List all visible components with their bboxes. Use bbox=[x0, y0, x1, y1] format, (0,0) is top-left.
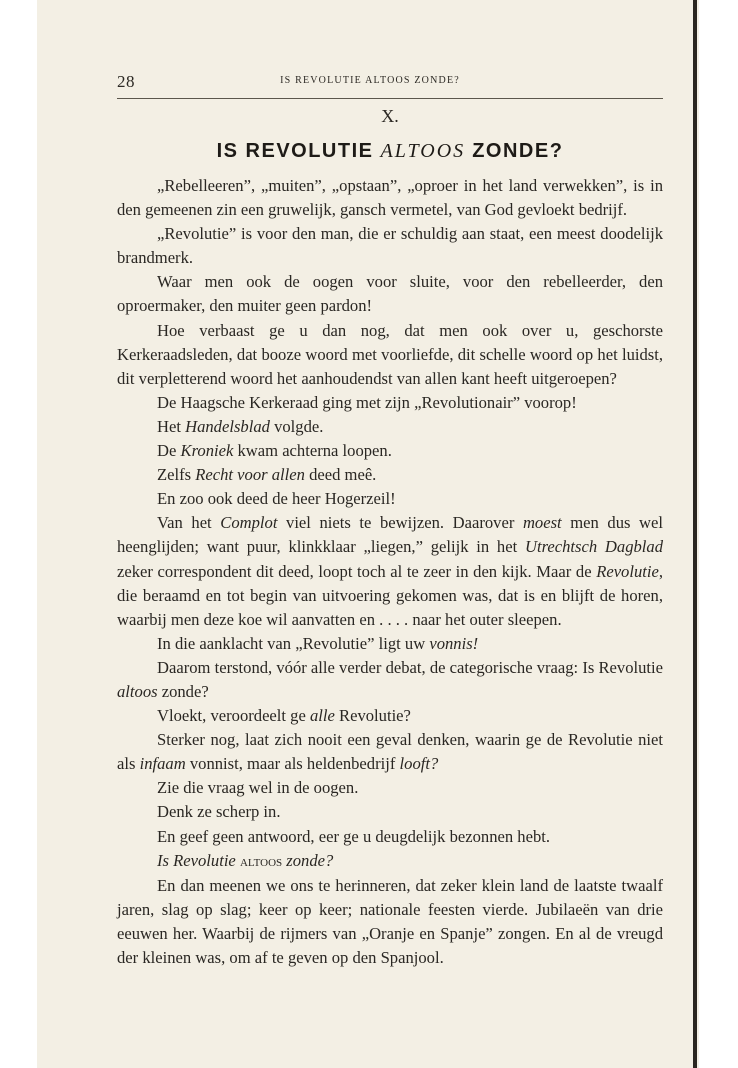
paragraph-15: Zie die vraag wel in de oogen. bbox=[157, 778, 359, 798]
paragraph-6 bbox=[117, 415, 663, 439]
header-rule bbox=[117, 98, 663, 99]
p10-title-utrechtsch: Utrechtsch Dagblad bbox=[524, 537, 664, 557]
p8-text-c: deed meê. bbox=[304, 465, 377, 485]
p10-text-c: viel niets te bewijzen. Daarover bbox=[277, 513, 523, 533]
p14-italic-looft: looft? bbox=[399, 754, 439, 774]
paragraph-17: En geef geen antwoord, eer ge u deugdelijk bezonnen hebt. bbox=[157, 826, 551, 846]
p14-italic-infaam: infaam bbox=[139, 754, 186, 774]
page-number: 28 bbox=[117, 72, 135, 91]
paragraph-13 bbox=[117, 704, 663, 728]
paragraph-7 bbox=[117, 439, 663, 463]
p6-title-handelsblad: Handelsblad bbox=[185, 416, 270, 436]
p12-italic-altoos: altoos bbox=[117, 681, 158, 701]
p11-italic-vonnis: vonnis! bbox=[429, 633, 479, 653]
p8-text-a: Zelfs bbox=[157, 465, 196, 485]
paragraph-5: De Haagsche Kerkeraad ging met zijn „Revolutionair” voorop! bbox=[157, 392, 577, 412]
p18-smallcaps-altoos: altoos bbox=[239, 853, 283, 870]
paragraph-4: Hoe verbaast ge u dan nog, dat men ook over u, geschorste Kerkeraadsleden, dat booze woord met voorliefde, dit schelle woord op het luidst, dit verpletterend woord het aanhoudendst van allen kant heeft uitgeroepen? bbox=[117, 320, 663, 388]
p18-italic-c: zonde? bbox=[286, 850, 334, 870]
paragraph-12 bbox=[117, 656, 663, 704]
paragraph-8 bbox=[117, 463, 663, 487]
p7-text-c: kwam achterna loopen. bbox=[233, 441, 392, 461]
p18-italic-a: Is Revolutie bbox=[157, 850, 236, 870]
p14-text-c: vonnist, maar als heldenbedrijf bbox=[185, 754, 400, 774]
chapter-title-italic: ALTOOS bbox=[380, 140, 466, 162]
p10-italic-moest: moest bbox=[522, 513, 562, 533]
paragraph-19: En dan meenen we ons te herinneren, dat zeker klein land de laatste twaalf jaren, slag op slag; keer op keer; nationale feesten vierde. Jubilaeën van drie eeuwen her. Waarbij de rijmers van „Oranje en Spanje” zongen. En al de vreugd der kleinen was, om af te geven op den Spanjool. bbox=[117, 875, 663, 967]
p7-title-kroniek: Kroniek bbox=[180, 441, 234, 461]
p10-text-g: zeker correspondent dit deed, loopt toch al te zeer in den kijk. Maar de bbox=[117, 561, 597, 581]
body-text bbox=[117, 174, 663, 970]
p13-italic-alle: alle bbox=[309, 706, 335, 726]
p13-text-c: Revolutie? bbox=[334, 706, 411, 726]
p10-text-e: men dus wel heenglijden; want puur, klinkklaar „liegen,” gelijk in het bbox=[117, 513, 664, 557]
chapter-number: X. bbox=[381, 106, 399, 126]
paragraph-14 bbox=[117, 728, 663, 776]
p10-italic-revolutie: Revolutie bbox=[596, 561, 659, 581]
scan-left-margin bbox=[0, 0, 37, 1068]
p13-text-a: Vloekt, veroordeelt ge bbox=[157, 706, 310, 726]
p10-text-i: , die beraamd en tot begin van uitvoering gekomen was, dat is en blijft de horen, waarbij men deze koe wil aanvatten en . . . . naar het outer sleepen. bbox=[117, 561, 663, 629]
p6-text-a: Het bbox=[157, 416, 186, 436]
running-head bbox=[77, 72, 663, 92]
running-title: IS REVOLUTIE ALTOOS ZONDE? bbox=[280, 75, 460, 86]
paragraph-3: Waar men ook de oogen voor sluite, voor den rebelleerder, den oproermaker, den muiter geen pardon! bbox=[117, 272, 663, 316]
p10-text-a: Van het bbox=[157, 513, 221, 533]
paragraph-11 bbox=[117, 632, 663, 656]
p11-text-a: In die aanklacht van „Revolutie” ligt uw bbox=[157, 633, 430, 653]
scan-right-margin bbox=[699, 0, 738, 1068]
p8-title-recht: Recht voor allen bbox=[195, 465, 305, 485]
chapter-title-part1: IS REVOLUTIE bbox=[216, 140, 381, 162]
p12-text-a: Daarom terstond, vóór alle verder debat, de categorische vraag: Is Revolutie bbox=[157, 657, 663, 677]
paragraph-18 bbox=[117, 849, 663, 874]
chapter-title-part2: ZONDE? bbox=[465, 140, 564, 162]
p7-text-a: De bbox=[157, 441, 181, 461]
paragraph-9: En zoo ook deed de heer Hogerzeil! bbox=[157, 489, 396, 509]
paragraph-1: „Rebelleeren”, „muiten”, „opstaan”, „oproer in het land verwekken”, is in den gemeenen zin een gruwelijk, gansch vermetel, van God gevloekt bedrijf. bbox=[117, 176, 663, 220]
page-edge-shadow bbox=[693, 0, 697, 1068]
p6-text-c: volgde. bbox=[269, 416, 324, 436]
p14-text-a: Sterker nog, laat zich nooit een geval denken, waarin ge de Revolutie niet als bbox=[117, 730, 663, 774]
p12-text-c: zonde? bbox=[157, 681, 209, 701]
paragraph-10 bbox=[117, 511, 663, 631]
p10-italic-complot: Complot bbox=[220, 513, 278, 533]
chapter-title bbox=[117, 140, 663, 163]
paragraph-16: Denk ze scherp in. bbox=[157, 802, 281, 822]
paragraph-2: „Revolutie” is voor den man, die er schuldig aan staat, een meest doodelijk brandmerk. bbox=[117, 224, 663, 268]
